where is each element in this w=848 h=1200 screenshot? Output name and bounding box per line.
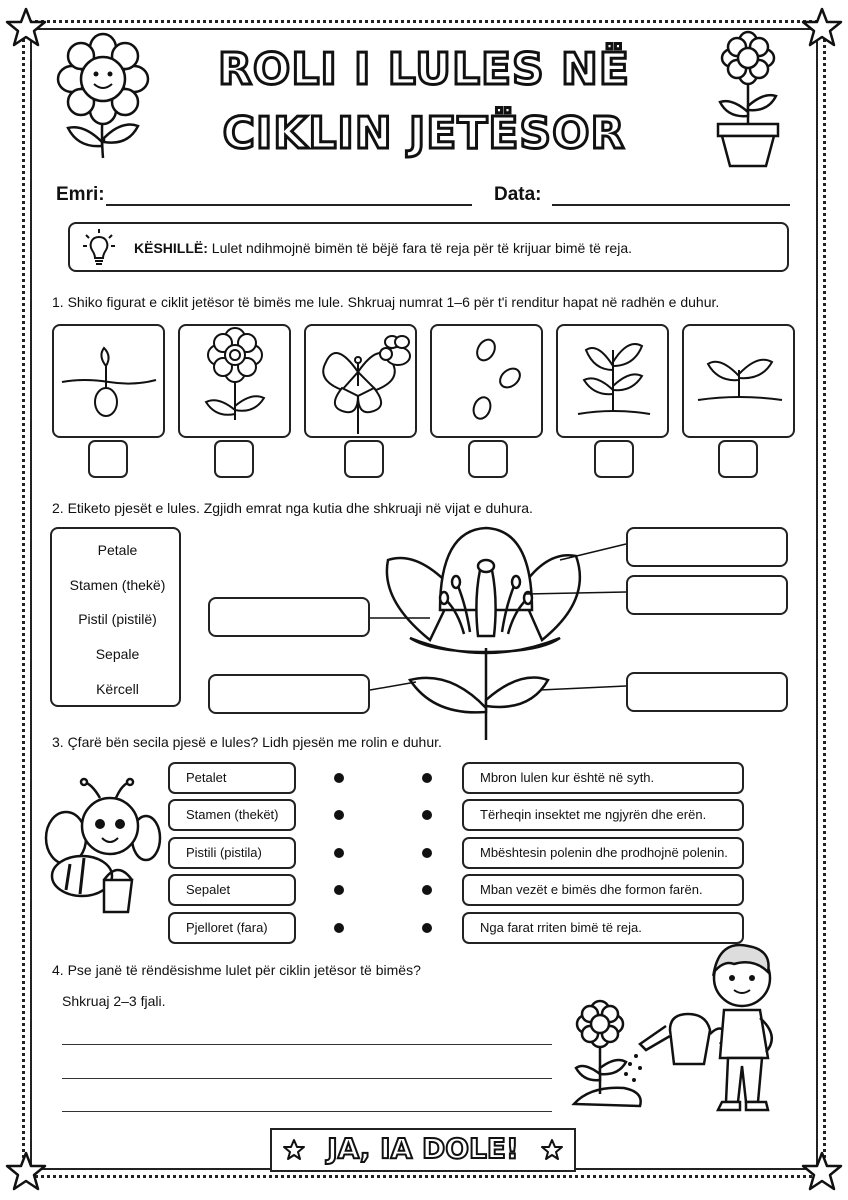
tip-body: Lulet ndihmojnë bimën të bëjë fara të reja për të krijuar bimë të reja. [211,240,633,256]
word-bank [50,527,181,707]
star-icon [4,1150,48,1194]
star-icon [800,1150,844,1194]
match-dot-right[interactable] [422,773,432,783]
lifecycle-card-flower [178,324,291,438]
name-label: Emri: [56,184,105,205]
match-dot-left[interactable] [334,848,344,858]
question-2: 2. Etiketo pjesët e lules. Zgjidh emrat nga kutia dhe shkruaji në vijat e duhura. [52,500,533,516]
question-3: 3. Çfarë bën secila pjesë e lules? Lidh pjesën me rolin e duhur. [52,734,442,750]
answer-line-1[interactable] [62,1044,552,1045]
lifecycle-card-young-plant [556,324,669,438]
boy-watering-flower-icon [570,926,802,1118]
lifecycle-card-seeds [430,324,543,438]
tip-text [134,240,632,256]
match-dot-left[interactable] [334,923,344,933]
star-icon [800,6,844,50]
star-icon [4,6,48,50]
label-field-sepal[interactable] [208,674,370,714]
word-bank-item: Stamen (thekë) [69,577,166,593]
question-4: 4. Pse janë të rëndësishme lulet për ciklin jetësor të bimës? [52,962,421,978]
sprouting-seed-icon [54,326,164,436]
worksheet-title-line2: CIKLIN JETËSOR [222,108,626,159]
word-bank-item: Sepale [95,646,140,662]
word-bank-item: Petale [97,542,138,558]
bee-with-bucket-icon [44,780,156,928]
role-option[interactable]: Mbron lulen kur është në syth. [462,762,744,794]
part-option[interactable]: Petalet [168,762,296,794]
banner [270,1128,576,1172]
order-box-1[interactable] [88,440,128,478]
date-label: Data: [494,184,542,205]
answer-line-2[interactable] [62,1078,552,1079]
young-plant-icon [558,326,668,436]
order-box-5[interactable] [594,440,634,478]
label-field-stamen[interactable] [626,575,788,615]
worksheet-title-line1: ROLI I LULES NË [218,44,630,95]
match-dot-left[interactable] [334,885,344,895]
lifecycle-card-pollination [304,324,417,438]
label-field-stem[interactable] [626,672,788,712]
part-option[interactable]: Pjelloret (fara) [168,912,296,944]
part-option[interactable]: Stamen (thekët) [168,799,296,831]
part-option[interactable]: Pistili (pistila) [168,837,296,869]
lifecycle-card-seedling [682,324,795,438]
match-dot-right[interactable] [422,923,432,933]
order-box-3[interactable] [344,440,384,478]
answer-line-3[interactable] [62,1111,552,1112]
flower-diagram [370,520,650,740]
label-field-pistil[interactable] [208,597,370,637]
lifecycle-card-sprouting-seed [52,324,165,438]
word-bank-item: Pistil (pistilë) [78,611,157,627]
match-dot-left[interactable] [334,773,344,783]
seeds-icon [432,326,542,436]
question-1: 1. Shiko figurat e ciklit jetësor të bimës me lule. Shkruaj numrat 1–6 për t'i renditur hapat në radhën e duhur. [52,294,720,310]
name-field[interactable] [106,184,472,206]
role-option[interactable]: Tërheqin insektet me ngjyrën dhe erën. [462,799,744,831]
match-dot-right[interactable] [422,848,432,858]
word-bank-item: Kërcell [96,681,139,697]
question-4-hint: Shkruaj 2–3 fjali. [62,993,166,1009]
order-box-4[interactable] [468,440,508,478]
order-box-6[interactable] [718,440,758,478]
match-dot-left[interactable] [334,810,344,820]
smiling-flower-icon [56,34,150,160]
seedling-icon [684,326,794,436]
flower-with-bee-icon [306,326,416,436]
order-box-2[interactable] [214,440,254,478]
blooming-flower-icon [180,326,290,436]
potted-flower-icon [712,32,784,168]
lightbulb-icon [82,228,116,268]
part-option[interactable]: Sepalet [168,874,296,906]
banner-text: JA, IA DOLE! [327,1132,519,1165]
role-option[interactable]: Mban vezët e bimës dhe formon farën. [462,874,744,906]
label-field-petal[interactable] [626,527,788,567]
role-option[interactable]: Mbështesin polenin dhe prodhojnë polenin. [462,837,744,869]
match-dot-right[interactable] [422,810,432,820]
match-dot-right[interactable] [422,885,432,895]
role-option[interactable]: Nga farat rriten bimë të reja. [462,912,744,944]
tip-box [68,222,789,272]
tip-label: KËSHILLË: [134,240,208,256]
date-field[interactable] [552,184,790,206]
